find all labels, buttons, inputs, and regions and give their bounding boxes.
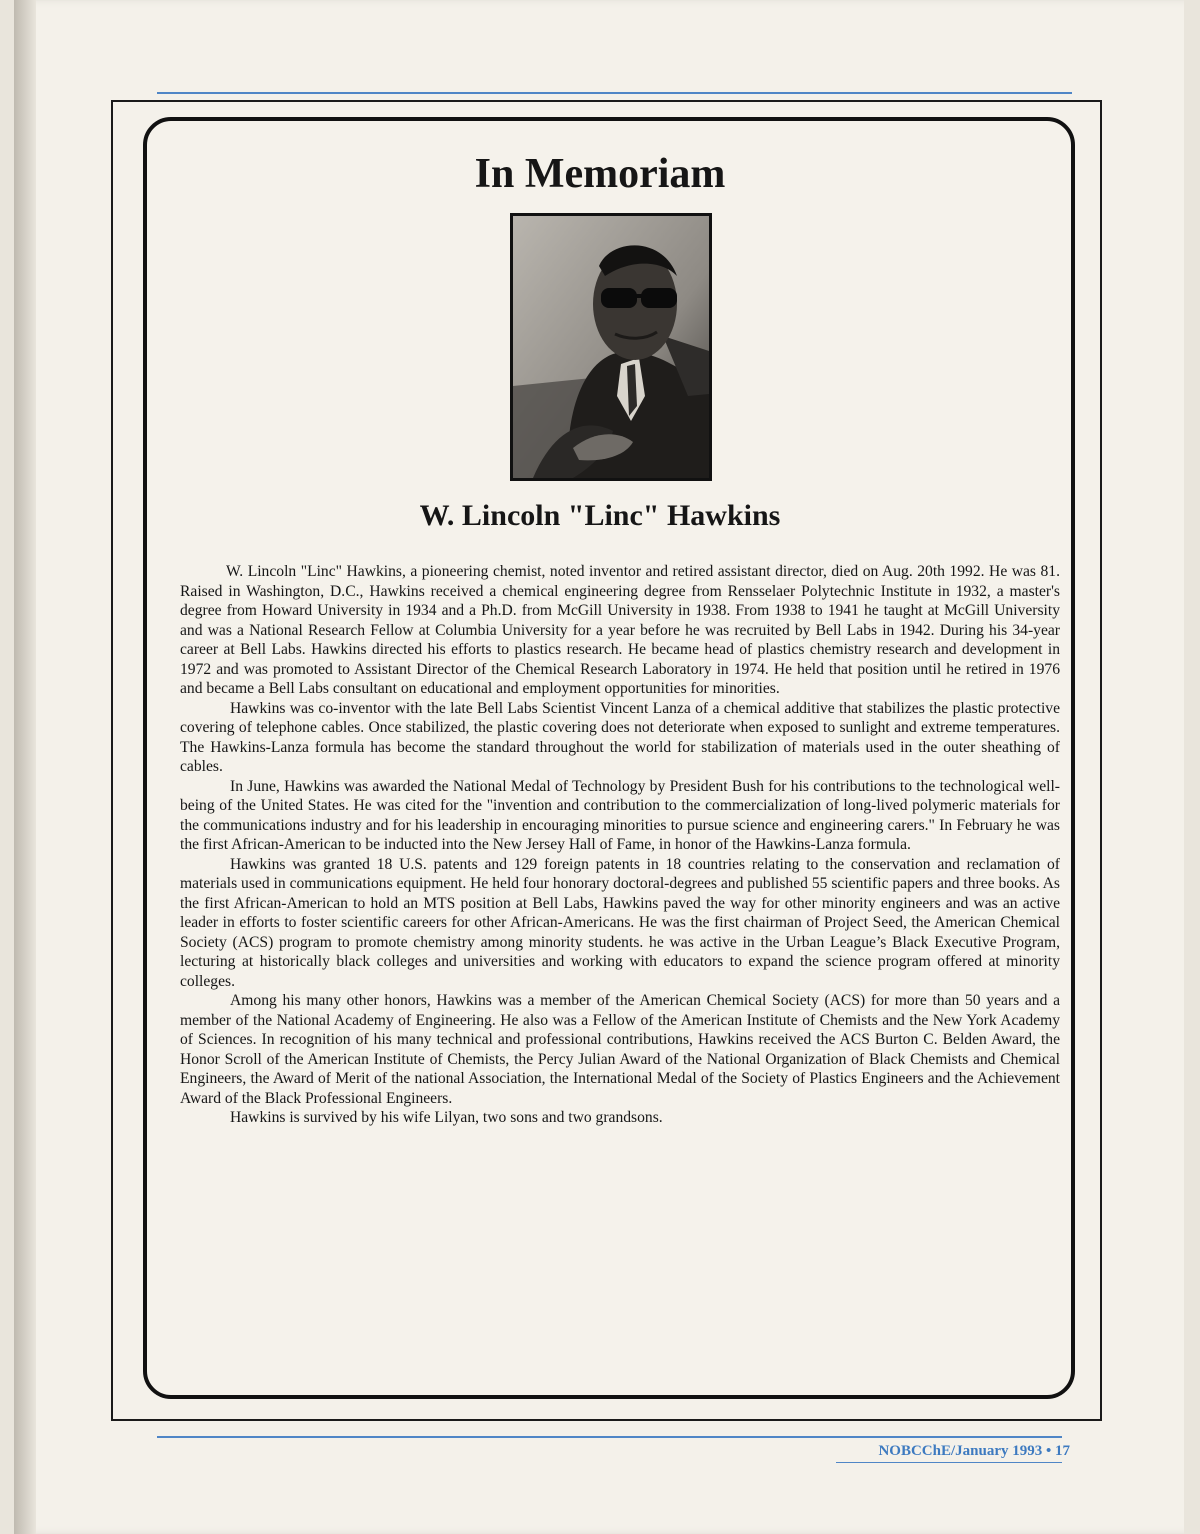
portrait-photo-icon xyxy=(513,216,709,478)
portrait-photo xyxy=(510,213,712,481)
article-paragraph: Hawkins is survived by his wife Lilyan, two sons and two grandsons. xyxy=(230,1109,663,1126)
article-paragraph: In June, Hawkins was awarded the National Medal of Technology by President Bush for his contributions to the technological well-being of the United States. He was cited for the "invention and contribution to the commercialization of long-lived polymeric materials for the communications industry and for his leadership in encouraging minorities to pursue science and engineering carers." In February he was the first African-American to be inducted into the New Jersey Hall of Fame, in honor of the Hawkins-Lanza formula. xyxy=(180,777,1060,853)
article-paragraph: W. Lincoln "Linc" Hawkins, a pioneering chemist, noted inventor and retired assistant director, died on Aug. 20th 1992. He was 81. Raised in Washington, D.C., Hawkins received a chemical engineering degree from Rensselaer Polytechnic Institute in 1932, a master's degree from Howard University in 1934 and a Ph.D. from McGill University in 1938. From 1938 to 1941 he taught at McGill University and was a National Research Fellow at Columbia University for a year before he was recruited by Bell Labs in 1942. During his 34-year career at Bell Labs. Hawkins directed his efforts to plastics research. He became head of plastics chemistry research and development in 1972 and was promoted to Assistant Director of the Chemical Research Laboratory in 1974. He held that position until he retired in 1976 and became a Bell Labs consultant on educational and employment opportunities for minorities. xyxy=(180,563,1060,697)
article-paragraph: Hawkins was co-inventor with the late Bell Labs Scientist Vincent Lanza of a chemical additive that stabilizes the plastic protective covering of telephone cables. Once stabilized, the plastic covering does not deteriorate when exposed to sunlight and extreme temperatures. The Hawkins-Lanza formula has become the standard throughout the world for stabilization of materials used in the outer sheathing of cables. xyxy=(180,699,1060,775)
footer-underline xyxy=(836,1462,1062,1463)
article-body xyxy=(180,562,1060,1128)
subject-name: W. Lincoln "Linc" Hawkins xyxy=(419,499,781,532)
article-paragraph: Among his many other honors, Hawkins was a member of the American Chemical Society (ACS) for more than 50 years and a member of the National Academy of Engineering. He also was a Fellow of the American Institute of Chemists and the New York Academy of Sciences. In recognition of his many technical and professional contributions, Hawkins received the ACS Burton C. Belden Award, the Honor Scroll of the American Institute of Chemists, the Percy Julian Award of the National Organization of Black Chemists and Chemical Engineers, the Award of Merit of the national Association, the International Medal of the Society of Plastics Engineers and the Achievement Award of the Black Professional Engineers. xyxy=(180,992,1060,1107)
bottom-rule xyxy=(157,1436,1062,1438)
top-rule xyxy=(157,92,1072,94)
page-title: In Memoriam xyxy=(474,151,726,197)
binding-spine xyxy=(14,0,36,1534)
article-paragraph: Hawkins was granted 18 U.S. patents and 129 foreign patents in 18 countries relating to the conservation and reclamation of materials used in communications equipment. He held four honorary doctoral-degrees and published 55 scientific papers and three books. As the first African-American to hold an MTS position at Bell Labs, Hawkins paved the way for other minority engineers and was an active leader in efforts to foster scientific careers for other African-Americans. He was the first chairman of Project Seed, the American Chemical Society (ACS) program to promote chemistry among minority students. he was active in the Urban League’s Black Executive Program, lecturing at historically black colleges and universities and working with educators to expand the science program offered at minority colleges. xyxy=(180,855,1060,990)
page-footer: NOBCChE/January 1993 • 17 xyxy=(878,1443,1070,1459)
